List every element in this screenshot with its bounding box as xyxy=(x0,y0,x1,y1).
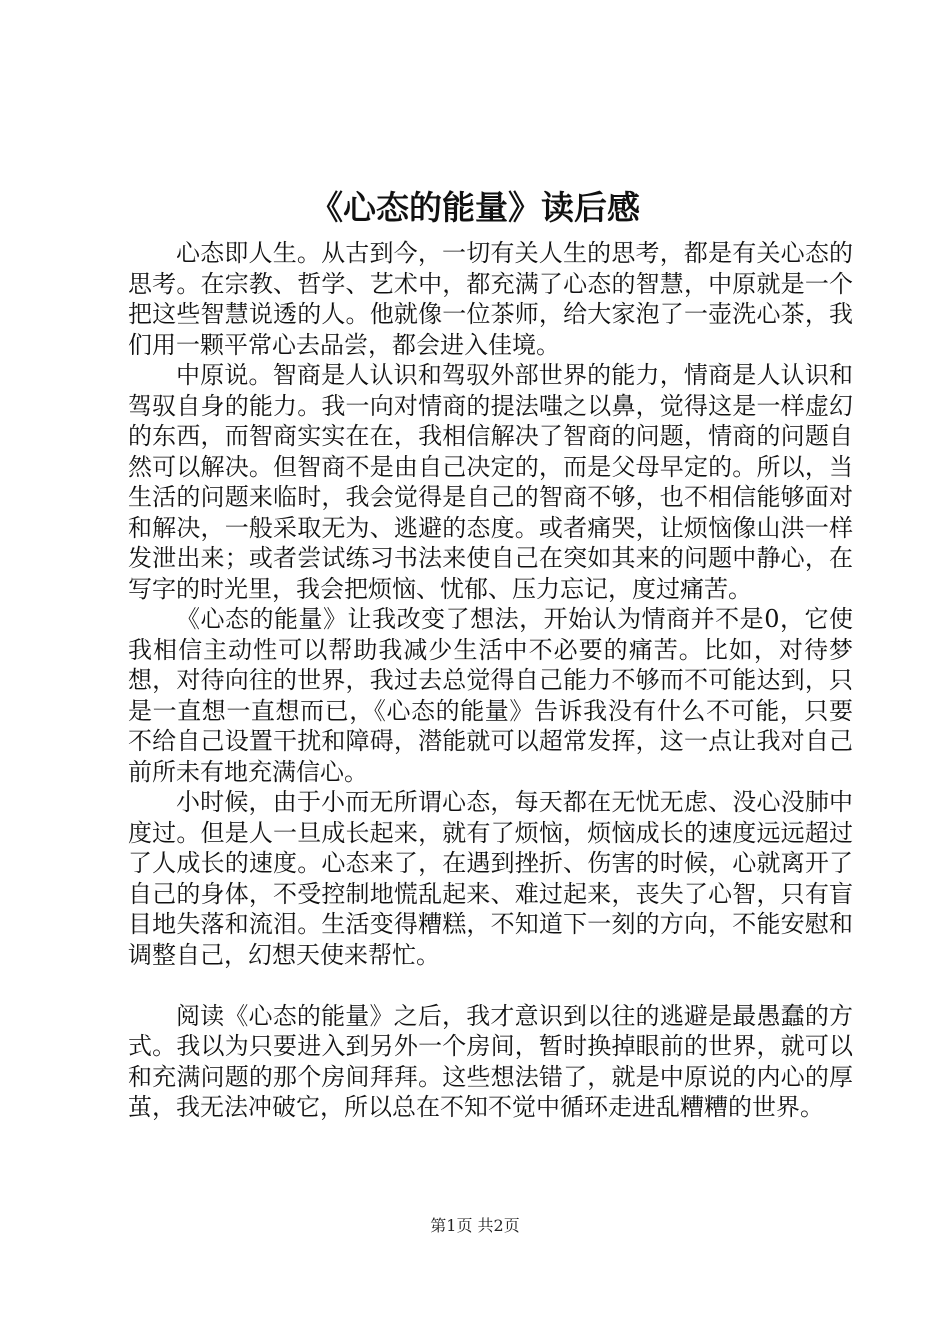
paragraph: 《心态的能量》让我改变了想法，开始认为情商并不是0，它使我相信主动性可以帮助我减少生活中不必要的痛苦。比如，对待梦想，对待向往的世界，我过去总觉得自己能力不够而不可能达到，只是一直想一直想而已，《心态的能量》告诉我没有什么不可能，只要不给自己设置干扰和障碍，潜能就可以超常发挥，这一点让我对自己前所未有地充满信心。 xyxy=(128,605,853,786)
paragraph: 中原说。智商是人认识和驾驭外部世界的能力，情商是人认识和驾驭自身的能力。我一向对情商的提法嗤之以鼻，觉得这是一样虚幻的东西，而智商实实在在，我相信解决了智商的问题，情商的问题自然可以解决。但智商不是由自己决定的，而是父母早定的。所以，当生活的问题来临时，我会觉得是自己的智商不够，也不相信能够面对和解决，一般采取无为、逃避的态度。或者痛哭，让烦恼像山洪一样发泄出来；或者尝试练习书法来使自己在突如其来的问题中静心，在写字的时光里，我会把烦恼、忧郁、压力忘记，度过痛苦。 xyxy=(128,361,853,603)
paragraph-gap xyxy=(128,970,853,1001)
paragraph: 心态即人生。从古到今，一切有关人生的思考，都是有关心态的思考。在宗教、哲学、艺术中，都充满了心态的智慧，中原就是一个把这些智慧说透的人。他就像一位茶师，给大家泡了一壶洗心茶，我们用一颗平常心去品尝，都会进入佳境。 xyxy=(128,239,853,359)
page-number-footer: 第1页 共2页 xyxy=(430,1216,520,1235)
document-body xyxy=(128,238,853,1123)
paragraph: 阅读《心态的能量》之后，我才意识到以往的逃避是最愚蠢的方式。我以为只要进入到另外一个房间，暂时换掉眼前的世界，就可以和充满问题的那个房间拜拜。这些想法错了，就是中原说的内心的厚茧，我无法冲破它，所以总在不知不觉中循环走进乱糟糟的世界。 xyxy=(128,1001,853,1121)
document-title: 《心态的能量》读后感 xyxy=(310,188,640,227)
paragraph: 小时候，由于小而无所谓心态，每天都在无忧无虑、没心没肺中度过。但是人一旦成长起来，就有了烦恼，烦恼成长的速度远远超过了人成长的速度。心态来了，在遇到挫折、伤害的时候，心就离开了自己的身体，不受控制地慌乱起来、难过起来，丧失了心智，只有盲目地失落和流泪。生活变得糟糕，不知道下一刻的方向，不能安慰和调整自己，幻想天使来帮忙。 xyxy=(128,788,853,969)
